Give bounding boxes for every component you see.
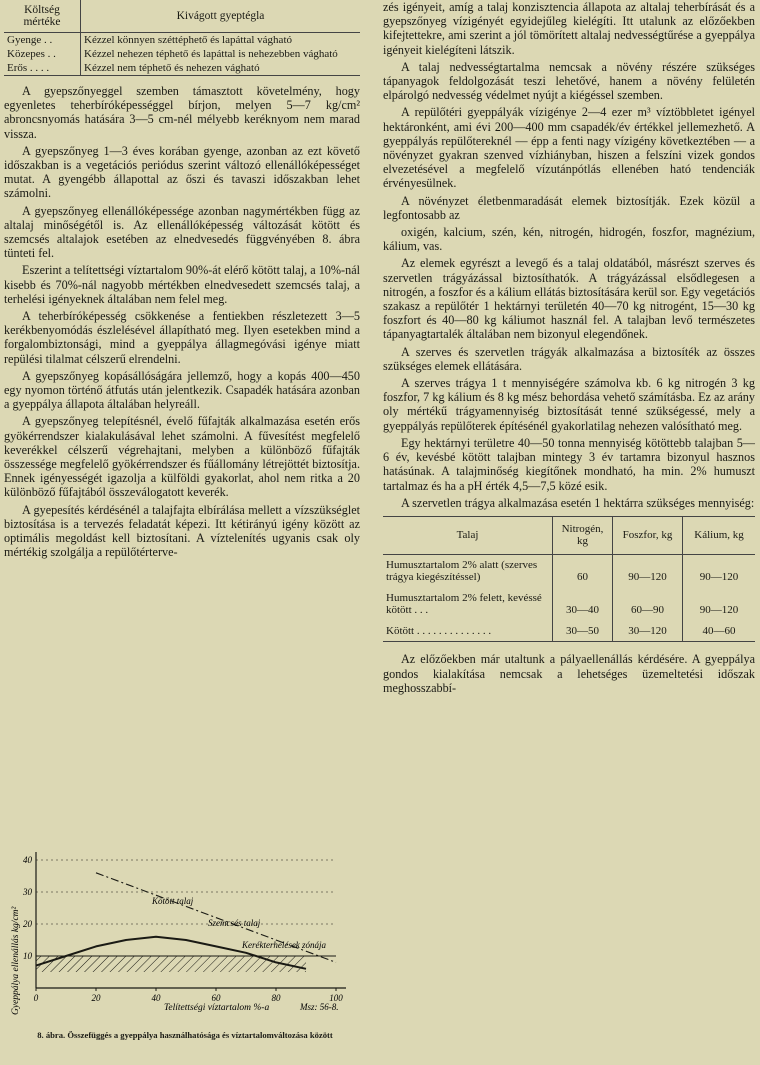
table-cell: 60 (553, 554, 613, 588)
paragraph: Az előzőekben már utaltunk a pályaellenállás kérdésére. A gyeppálya gondos kialakítása nemcsak a lehetséges üzemeltetési időszak meghosszabbí- (383, 652, 755, 695)
table-row (383, 588, 755, 621)
source-note: Msz: 56-8. (300, 1002, 339, 1012)
label-szemcses: Szemcsés talaj (208, 918, 261, 928)
table-row (4, 33, 360, 48)
table-cell: Kézzel nem téphető és nehezen vágható (81, 61, 361, 76)
figure-caption: 8. ábra. Összefüggés a gyeppálya használhatósága és víztartalomváltozása között (37, 1030, 333, 1040)
table-row (383, 621, 755, 642)
y-tick-label: 20 (23, 919, 32, 929)
y-tick-label: 10 (23, 951, 32, 961)
table-cell: 30—120 (613, 621, 683, 642)
fertilizer-table (383, 516, 755, 643)
fertilizer-table-header (383, 516, 755, 554)
x-tick-label: 80 (271, 993, 281, 1003)
table-row (383, 554, 755, 588)
table-cell: Humusztartalom 2% alatt (szerves trágya kiegészítéssel) (386, 558, 538, 584)
y-axis-label: Gyeppálya ellenállás kg/cm² (11, 906, 21, 1015)
paragraph: Eszerint a telítettségi víztartalom 90%-át elérő kötött talaj, a 10%-nál kisebb és 70%-nál nagyobb mértékben elnedvesedett szemcsés talaj, a terhelési igényeknek általában nem felel meg. (4, 263, 360, 306)
potassium-header: Kálium, kg (683, 516, 756, 554)
table-cell: 30—40 (553, 588, 613, 621)
paragraph: A növényzet életbenmaradását elemek biztosítják. Ezek közül a legfontosabb az (383, 193, 755, 222)
y-tick-label: 30 (23, 887, 32, 897)
x-tick-label: 0 (33, 993, 39, 1003)
paragraph: A teherbíróképesség csökkenése a fentiekben részletezett 3—5 kerékbenyomódás észlelésével állapítható meg. Ilyen esetekben mind a forgalombiztonsági, mind a gyeppálya állagmegóvási igénye miatt repülési tilalmat célszerű elrendelni. (4, 309, 360, 366)
table-cell: Kötött . . . . . . . . . . . . . . (383, 621, 553, 642)
phosphorus-header: Foszfor, kg (613, 516, 683, 554)
table-cell: 60—90 (613, 588, 683, 621)
figure-8-chart (4, 840, 360, 1028)
x-tick-label: 20 (91, 993, 101, 1003)
paragraph: A gyepszőnyeg 1—3 éves korában gyenge, azonban az ezt követő időszakban is a vegetációs periódus szerint változó ellenállóképességet mutat. A gyengébb állapottal az őszi és tavaszi időszakban lehet számolni. (4, 143, 360, 201)
table-cell: 90—120 (613, 554, 683, 588)
paragraph: A repülőtéri gyeppályák vízigénye 2—4 ezer m³ víztöbbletet igényel hektáronként, ami évi 200—400 mm csapadék/év értékkel jellemezhető. A gyeppályás repülőtereknél — épp a fenti nagy vízigény következtében — a növényzet gyakran szenved vízhiányban, hiszen a felszíni vizek gondos elvezetésével a megfelelő vízutánpótlás ellenében ható tendenciák érvényesülnek. (383, 105, 755, 191)
elements-list: oxigén, kalcium, szén, kén, nitrogén, hidrogén, foszfor, magnézium, kálium, vas. (383, 225, 755, 254)
paragraph: Az elemek egyrészt a levegő és a talaj oldatából, másrészt szerves és szervetlen trágyázással biztosíthatók. A trágyázással elsődlegesen a nitrogén, a foszfor és a kálium ellátás biztosítására kerül sor. Egy vegetációs szakasz a repülőtér 1 hektárnyi területén 40—70 kg nitrogént, 15—30 kg foszfort és 40—80 kg káliumot használ fel. A talajban levő természetes tápanyagtartalék általában nem bizonyul elegendőnek. (383, 256, 755, 342)
paragraph: A szerves trágya 1 t mennyiségére számolva kb. 6 kg nitrogén 3 kg foszfor, 7 kg kálium és 8 kg mész behordása vehető számításba. Ez az arány oly mértékű trágyamennyiség biztosítását tenné szükségessé, mely a gyeppályás repülőterek építésénél gyakorlatilag nehezen valósítható meg. (383, 376, 755, 433)
table-cell: 90—120 (683, 588, 756, 621)
resistance-table (4, 0, 360, 76)
y-tick-label: 40 (23, 855, 32, 865)
paragraph: A szervetlen trágya alkalmazása esetén 1 hektárra szükséges mennyiség: (401, 495, 755, 510)
table-cell: Humusztartalom 2% felett, kevéssé kötött . . . (386, 591, 542, 617)
table-row (4, 47, 360, 61)
label-kotott: Kötött talaj (152, 896, 194, 906)
resistance-table-header (4, 0, 360, 33)
table-cell: Erős . . . . (4, 61, 81, 76)
table-cell: Kézzel könnyen széttéphető és lapáttal vágható (84, 34, 292, 46)
paragraph: A gyepszőnyeg telepítésnél, évelő fűfajták alkalmazása esetén erős gyökérrendszer kialakulásával lehet számolni. A fűvesítést megfelelő keverékkel célszerű végrehajtani, melyben a különböző fűfajták összessége megfelelő gyökérrendszer és fűállomány létrejöttét biztosítja. Ennek igényességét igazolja a külföldi gyakorlat, ahol nem ritka a 20 különböző fűfajtából összeválogatott keverék. (4, 414, 360, 500)
right-column (383, 0, 755, 695)
paragraph: zés igényeit, amíg a talaj konzisztencia állapota az altalaj teherbírását és a gyepszőnyeg vízigényét egyidejűleg kielégíti. Itt utalunk az előzőekben kifejtettekre, ami szerint a jól tömörített altalaj nedvességtűrése a gyeppálya igényeit kielégíteni látszik. (383, 0, 755, 57)
paragraph: A szerves és szervetlen trágyák alkalmazása a biztosíték az összes szükséges elemek ellátására. (383, 344, 755, 373)
x-tick-label: 100 (329, 993, 343, 1003)
table-cell: Közepes . . (4, 47, 81, 61)
table-cell: 30—50 (553, 621, 613, 642)
paragraph: A gyepszőnyeg ellenállóképessége azonban nagymértékben függ az altalaj minőségétől is. Az ellenállóképesség változását kötött és szemcsés altalajok esetében az elnedvesedés függvényében 8. ábra tünteti fel. (4, 203, 360, 261)
cost-header: Költség mértéke (4, 0, 81, 33)
table-cell: Kézzel nehezen téphető és lapáttal is nehezebben vágható (84, 48, 338, 60)
table-row (4, 61, 360, 76)
paragraph: A gyepszőnyeg kopásállóságára jellemző, hogy a kopás 400—450 egy nyomon történő átfutás után jelentkezik. Csapadék hatására azonban a gyeppálya állapota általában helyreáll. (4, 368, 360, 412)
nitrogen-header: Nitrogén, kg (553, 516, 613, 554)
sod-header: Kivágott gyeptégla (81, 0, 361, 33)
paragraph: A gyepszőnyeggel szemben támasztott követelmény, hogy egyenletes teherbíróképességgel bírjon, melyen 5—7 kg/cm² abroncsnyomás hatására 3—5 cm-nél mélyebb keréknyom nem marad vissza. (4, 84, 360, 141)
left-column (4, 0, 360, 560)
table-cell: 40—60 (683, 621, 756, 642)
table-cell: 90—120 (683, 554, 756, 588)
table-cell: Gyenge . . (4, 33, 81, 48)
x-axis-label: Telítettségi víztartalom %-a (164, 1003, 270, 1013)
label-zone: Kerékterhelések zónája (242, 940, 327, 950)
soil-header: Talaj (383, 516, 553, 554)
x-tick-label: 40 (151, 993, 161, 1003)
x-tick-label: 60 (211, 993, 221, 1003)
paragraph: A gyepesítés kérdésénél a talajfajta elbírálása mellett a vízszükséglet biztosítása is a tervezés feladatát képezi. Itt kétirányú igény között az optimális megoldást kell biztosítani. A víztelenítés ugyanis csak oly mértékig szolgálja a repülőtérterve- (4, 502, 360, 560)
paragraph: A talaj nedvességtartalma nemcsak a növény részére szükséges tápanyagok feldolgozását teszi lehetővé, hanem a növény felületén elpárolgó nedvesség védelmet nyújt a kiégéssel szemben. (383, 59, 755, 103)
paragraph: Egy hektárnyi területre 40—50 tonna mennyiség kötöttebb talajban 5—6 év, kevésbé kötött talajban mintegy 3 év tartamra bizonyul hasznos hatásúnak. A talajminőség kiegítőnek mondható, ha min. 2% humuszt tartalmaz és ha a pH érték 4,5—7,5 közé esik. (383, 435, 755, 493)
